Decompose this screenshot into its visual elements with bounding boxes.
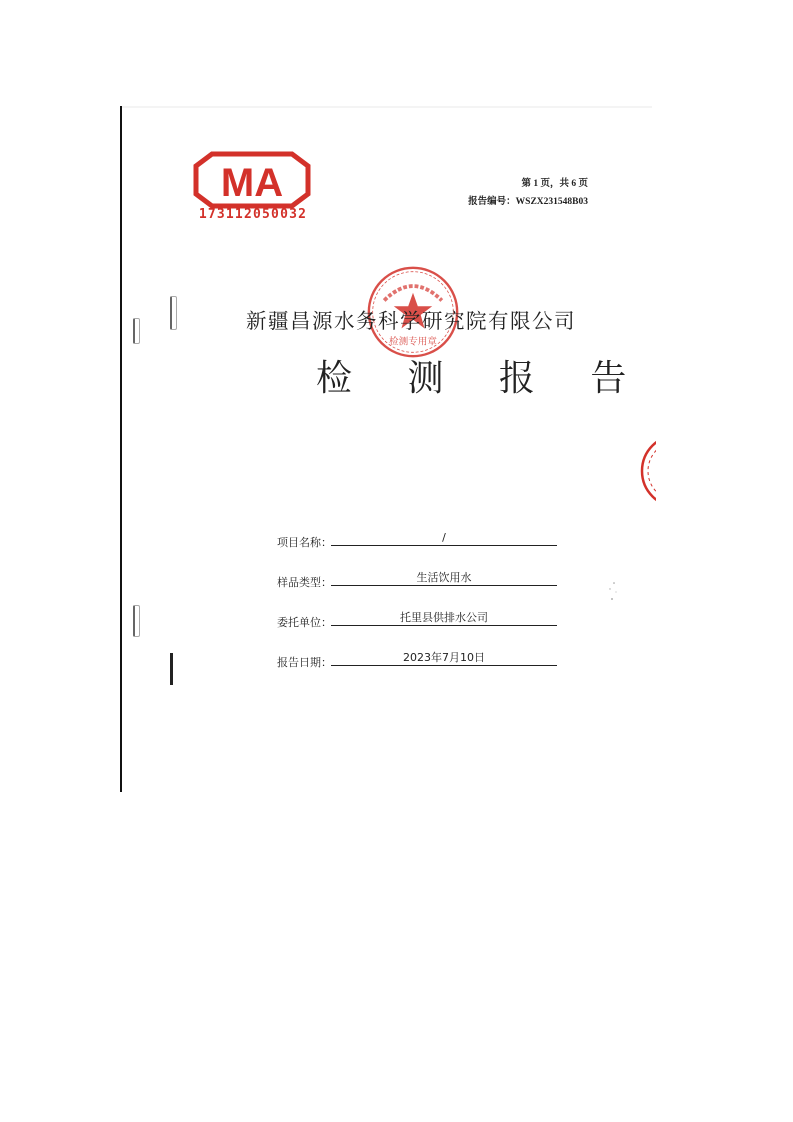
field-label-report-date: 报告日期： <box>277 656 332 669</box>
binding-mark <box>133 605 140 637</box>
scan-specks <box>604 580 624 604</box>
scan-edge <box>120 106 122 792</box>
field-label-project: 项目名称： <box>277 536 332 549</box>
binding-mark <box>170 296 177 330</box>
binding-mark <box>133 318 140 344</box>
seal-text: 检测专用章 <box>389 336 437 348</box>
field-label-client: 委托单位： <box>277 616 332 629</box>
page-number: 第 1 页，共 6 页 <box>521 179 588 189</box>
partial-seal <box>638 432 656 510</box>
binding-mark <box>170 653 173 685</box>
cma-mark-text: MA <box>220 161 284 205</box>
report-number: 报告编号：WSZX231548B03 <box>468 197 588 207</box>
field-value-project: / <box>331 531 557 546</box>
field-value-sample-type: 生活饮用水 <box>331 571 557 586</box>
report-title: 检 测 报 告 <box>316 358 649 399</box>
page-info <box>468 175 588 211</box>
field-label-sample-type: 样品类型： <box>277 576 332 589</box>
scan-top-edge <box>122 106 652 108</box>
cma-code: 173112050032 <box>198 207 308 222</box>
field-value-client: 托里县供排水公司 <box>331 611 557 626</box>
field-value-report-date: 2023年7月10日 <box>331 651 557 666</box>
company-name: 新疆昌源水务科学研究院有限公司 <box>246 309 576 333</box>
